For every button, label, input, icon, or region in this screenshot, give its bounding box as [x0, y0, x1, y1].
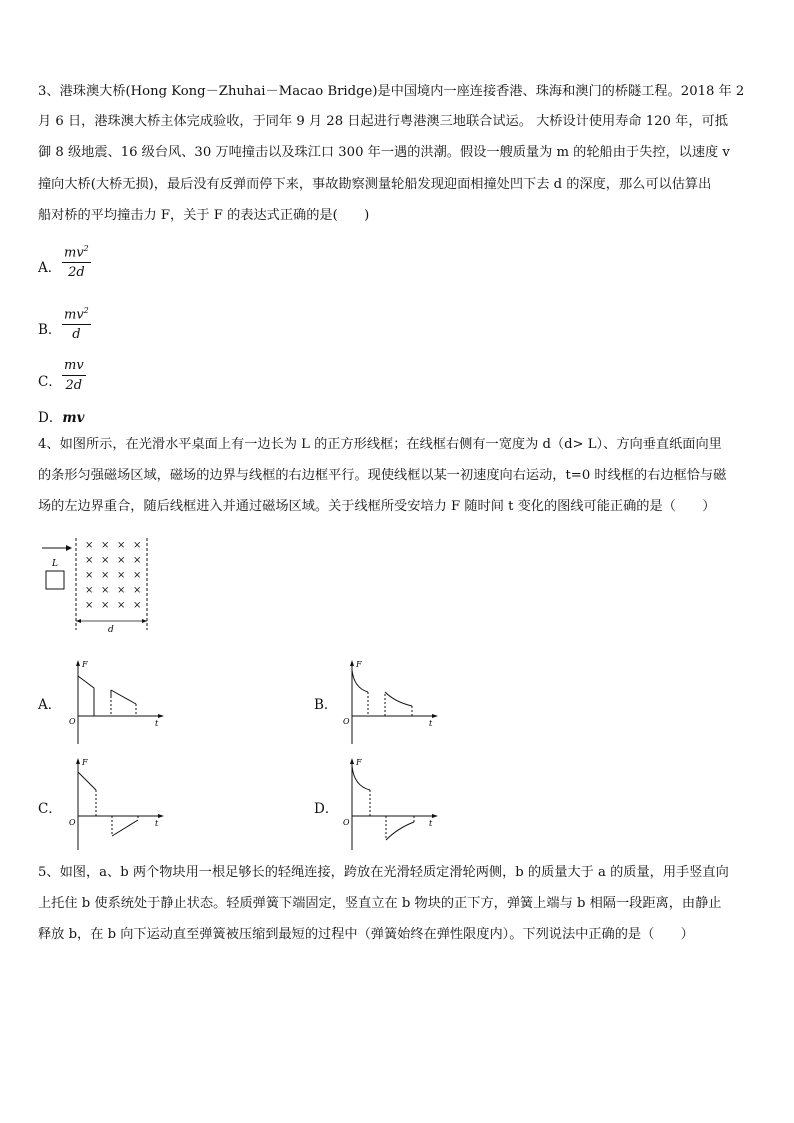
svg-text:F: F	[356, 758, 362, 767]
field-cross-icon: ×	[85, 600, 94, 611]
svg-text:O: O	[69, 717, 76, 726]
q3-line-4: 撞向大桥(大桥无损)，最后没有反弹而停下来，事故勘察测量轮船发现迎面相撞处凹下去 d 的深度，那么可以估算出	[38, 177, 712, 192]
q3-option-b-label: B．	[38, 322, 62, 338]
q3-b-sup: 2	[83, 306, 89, 315]
q3-option-b-fraction	[62, 306, 91, 342]
field-cross-icon: ×	[133, 570, 142, 581]
q4-option-a-label: A．	[38, 697, 62, 713]
field-cross-icon: ×	[101, 540, 110, 551]
q3-d-text: mv	[62, 410, 85, 426]
field-cross-icon: ×	[133, 555, 142, 566]
field-crosses	[85, 540, 141, 611]
q4-option-d-label: D．	[314, 801, 339, 817]
q3-line-2: 月 6 日，港珠澳大桥主体完成验收，于同年 9 月 28 日起进行粤港澳三地联合试运。 大桥设计使用寿命 120 年，可抵	[38, 114, 728, 129]
field-cross-icon: ×	[85, 585, 94, 596]
q3-option-c-label: C．	[38, 374, 62, 390]
q3-line-3: 御 8 级地震、16 级台风、30 万吨撞击以及珠江口 300 年一遇的洪潮。假设一艘质量为 m 的轮船由于失控，以速度 v	[38, 145, 730, 160]
q4-graph-b	[340, 658, 440, 748]
svg-text:t: t	[429, 819, 433, 828]
field-cross-icon: ×	[117, 585, 126, 596]
field-cross-icon: ×	[133, 600, 142, 611]
width-label: d	[108, 625, 114, 635]
q4-graph-c	[66, 756, 166, 852]
svg-text:t: t	[155, 819, 159, 828]
q3-option-a-label: A．	[38, 260, 62, 276]
q3-a-den: 2d	[68, 265, 85, 281]
field-cross-icon: ×	[101, 585, 110, 596]
field-cross-icon: ×	[101, 555, 110, 566]
q3-d-label: D．	[38, 410, 63, 426]
q4-line-2: 的条形匀强磁场区域，磁场的边界与线框的右边框平行。现使线框以某一初速度向右运动，t=0 时线框的右边框恰与磁	[38, 468, 727, 483]
q3-line-5: 船对桥的平均撞击力 F，关于 F 的表达式正确的是( )	[38, 208, 370, 223]
q4-graph-a	[66, 658, 166, 748]
q4-option-b-label: B．	[314, 697, 338, 713]
square-frame-icon	[46, 571, 64, 589]
svg-text:t: t	[155, 719, 159, 728]
svg-text:O: O	[343, 717, 350, 726]
field-cross-icon: ×	[117, 570, 126, 581]
field-cross-icon: ×	[133, 540, 142, 551]
q3-option-c-fraction	[62, 358, 86, 393]
q3-a-num: mv	[64, 245, 84, 261]
field-cross-icon: ×	[85, 540, 94, 551]
field-cross-icon: ×	[117, 540, 126, 551]
velocity-arrowhead-icon	[66, 545, 72, 551]
field-cross-icon: ×	[117, 600, 126, 611]
q3-line-1: 3、港珠澳大桥(Hong Kong－Zhuhai－Macao Bridge)是中国境内一座连接香港、珠海和澳门的桥隧工程。2018 年 2	[38, 84, 745, 99]
q3-b-den: d	[72, 327, 81, 343]
q4-line-1: 4、如图所示，在光滑水平桌面上有一边长为 L 的正方形线框；在线框右侧有一宽度为 d（d> L）、方向垂直纸面向里	[38, 437, 722, 452]
q3-b-num: mv	[64, 307, 84, 323]
field-cross-icon: ×	[117, 555, 126, 566]
q3-option-a-fraction	[62, 244, 91, 280]
q5-line-2: 上托住 b 使系统处于静止状态。轻质弹簧下端固定，竖直立在 b 物块的正下方，弹簧上端与 b 相隔一段距离，由静止	[38, 896, 722, 911]
q3-c-den: 2d	[65, 378, 83, 393]
field-cross-icon: ×	[85, 570, 94, 581]
q4-option-c-label: C．	[38, 801, 62, 817]
q4-line-3: 场的左边界重合，随后线框进入并通过磁场区域。关于线框所受安培力 F 随时间 t 变化的图线可能正确的是（ ）	[38, 499, 716, 514]
q4-field-figure	[36, 534, 156, 636]
svg-text:F: F	[82, 660, 88, 669]
q5-line-3: 释放 b，在 b 向下运动直至弹簧被压缩到最短的过程中（弹簧始终在弹性限度内）。下列说法中正确的是（ ）	[38, 927, 694, 942]
q5-line-1: 5、如图，a、b 两个物块用一根足够长的轻绳连接，跨放在光滑轻质定滑轮两侧，b 的质量大于 a 的质量，用手竖直向	[38, 865, 729, 880]
field-cross-icon: ×	[101, 600, 110, 611]
q3-a-sup: 2	[83, 244, 89, 253]
svg-text:O: O	[343, 818, 350, 827]
q3-c-num: mv	[64, 358, 84, 373]
svg-text:F: F	[82, 758, 88, 767]
q4-graph-d	[340, 756, 440, 852]
svg-text:F: F	[356, 660, 362, 669]
frame-label: L	[52, 559, 58, 569]
svg-text:t: t	[429, 719, 433, 728]
svg-text:O: O	[69, 818, 76, 827]
field-cross-icon: ×	[133, 585, 142, 596]
field-cross-icon: ×	[85, 555, 94, 566]
field-cross-icon: ×	[101, 570, 110, 581]
q3-option-d	[38, 406, 84, 426]
